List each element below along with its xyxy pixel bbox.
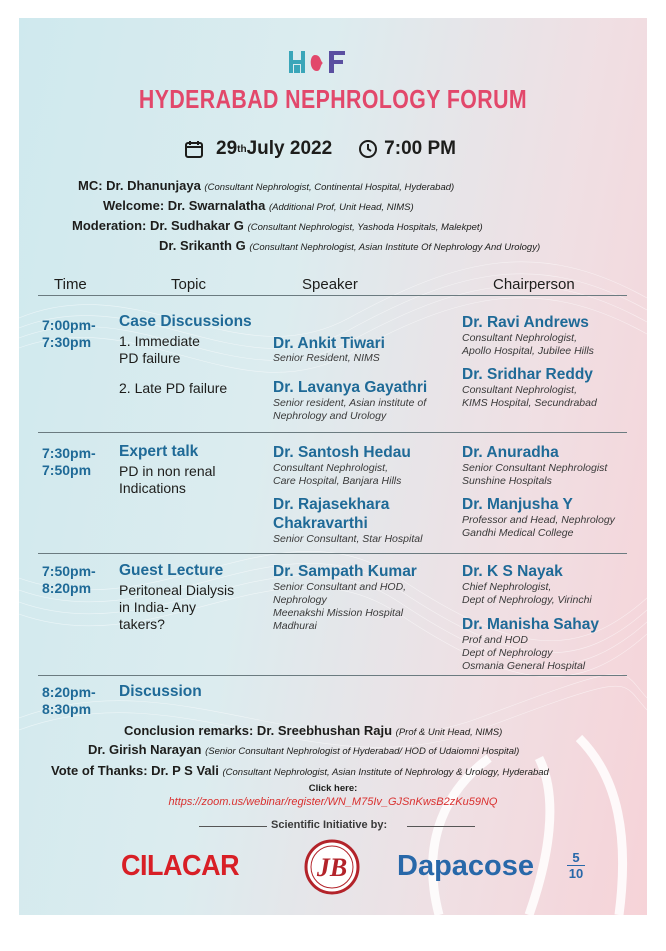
date-day: 29	[216, 138, 238, 159]
session-time: 7:50pm- 8:20pm	[42, 563, 96, 596]
col-header-chairperson: Chairperson	[493, 276, 575, 293]
topic-title: Expert talk	[119, 443, 199, 460]
topic-item: PD in non renal Indications	[119, 463, 216, 496]
chair-affiliation: Chief Nephrologist, Dept of Nephrology, Virinchi	[462, 581, 592, 606]
dapacose-logo	[397, 850, 534, 883]
calendar-icon	[184, 139, 204, 159]
vote-of-thanks: Vote of Thanks: Dr. P S Vali (Consultant Nephrologist, Asian Institute of Nephrology & Urology, Hyderabad	[51, 763, 549, 778]
dapacose-text: Dapacose	[397, 850, 535, 882]
topic-title: Case Discussions	[119, 313, 252, 330]
chair-name: Dr. Sridhar Reddy	[462, 366, 593, 383]
flyer	[19, 18, 647, 915]
header-divider	[38, 295, 627, 296]
topic-item: 1. Immediate PD failure	[119, 333, 200, 366]
hnf-logo	[279, 43, 389, 87]
dapacose-strength: 5 10	[568, 850, 584, 881]
chair-name: Dr. Anuradha	[462, 444, 559, 461]
chair-name: Dr. K S Nayak	[462, 563, 563, 580]
credit-mc: MC: Dr. Dhanunjaya (Consultant Nephrologist, Continental Hospital, Hyderabad)	[78, 178, 455, 193]
chair-name: Dr. Ravi Andrews	[462, 314, 589, 331]
page-title: HYDERABAD NEPHROLOGY FORUM	[138, 84, 528, 114]
conclusion-remarks-2: Dr. Girish Narayan (Senior Consultant Nephrologist of Hyderabad/ HOD of Udaiomni Hospital)	[88, 742, 520, 757]
row-divider	[38, 553, 627, 554]
topic-title: Guest Lecture	[119, 562, 224, 579]
jb-logo	[304, 839, 360, 895]
session-time: 7:00pm- 7:30pm	[42, 317, 96, 350]
speaker-name: Dr. Sampath Kumar	[273, 563, 417, 580]
scientific-initiative-label: Scientific Initiative by:	[271, 819, 388, 831]
speaker-affiliation: Senior Resident, NIMS	[273, 352, 380, 364]
chair-name: Dr. Manisha Sahay	[462, 616, 599, 633]
speaker-name: Dr. Lavanya Gayathri	[273, 379, 428, 396]
chair-affiliation: Professor and Head, Nephrology Gandhi Medical College	[462, 514, 615, 539]
chair-affiliation: Consultant Nephrologist, KIMS Hospital, Secundrabad	[462, 384, 597, 409]
divider-left	[199, 826, 267, 827]
speaker-affiliation: Consultant Nephrologist, Care Hospital, Banjara Hills	[273, 462, 402, 487]
chair-affiliation: Consultant Nephrologist, Apollo Hospital, Jubilee Hills	[462, 332, 594, 357]
jb-logo-text: JB	[316, 853, 348, 882]
chair-affiliation: Prof and HOD Dept of Nephrology Osmania General Hospital	[462, 634, 586, 672]
speaker-affiliation: Senior Consultant and HOD, Nephrology Meenakshi Mission Hospital Madhurai	[273, 581, 407, 632]
cilacar-logo: CILACAR	[121, 850, 240, 882]
speaker-affiliation: Senior resident, Asian institute of Nephrology and Urology	[273, 397, 427, 422]
chair-affiliation: Senior Consultant Nephrologist Sunshine Hospitals	[462, 462, 608, 487]
topic-item: 2. Late PD failure	[119, 380, 228, 396]
col-header-topic: Topic	[171, 276, 207, 293]
credit-moderation-2: Dr. Srikanth G (Consultant Nephrologist, Asian Institute Of Nephrology And Urology)	[159, 238, 541, 253]
click-here-label: Click here:	[308, 783, 358, 794]
chair-name: Dr. Manjusha Y	[462, 496, 573, 513]
speaker-name: Dr. Ankit Tiwari	[273, 335, 385, 352]
date-rest: July 2022	[246, 138, 333, 159]
clock-icon	[358, 139, 378, 159]
col-header-time: Time	[54, 276, 87, 293]
speaker-affiliation: Senior Consultant, Star Hospital	[273, 533, 423, 545]
topic-title: Discussion	[119, 683, 202, 700]
credit-welcome: Welcome: Dr. Swarnalatha (Additional Prof, Unit Head, NIMS)	[103, 198, 414, 213]
credit-moderation: Moderation: Dr. Sudhakar G (Consultant Nephrologist, Yashoda Hospitals, Malekpet)	[72, 218, 483, 233]
session-time: 7:30pm- 7:50pm	[42, 445, 96, 478]
topic-item: Peritoneal Dialysis in India- Any takers?	[119, 582, 235, 632]
divider-right	[407, 826, 475, 827]
date-suffix: th	[237, 143, 247, 155]
row-divider	[38, 675, 627, 676]
date-time	[184, 138, 456, 160]
conclusion-remarks: Conclusion remarks: Dr. Sreebhushan Raju (Prof & Unit Head, NIMS)	[124, 723, 503, 738]
row-divider	[38, 432, 627, 433]
zoom-registration-link[interactable]: https://zoom.us/webinar/register/WN_M75Iv_GJSnKwsB2zKu59NQ	[168, 796, 498, 808]
col-header-speaker: Speaker	[302, 276, 358, 293]
event-time: 7:00 PM	[384, 138, 456, 159]
speaker-name: Dr. Rajasekhara Chakravarthi	[273, 496, 390, 532]
session-time: 8:20pm- 8:30pm	[42, 684, 96, 717]
speaker-name: Dr. Santosh Hedau	[273, 444, 411, 461]
